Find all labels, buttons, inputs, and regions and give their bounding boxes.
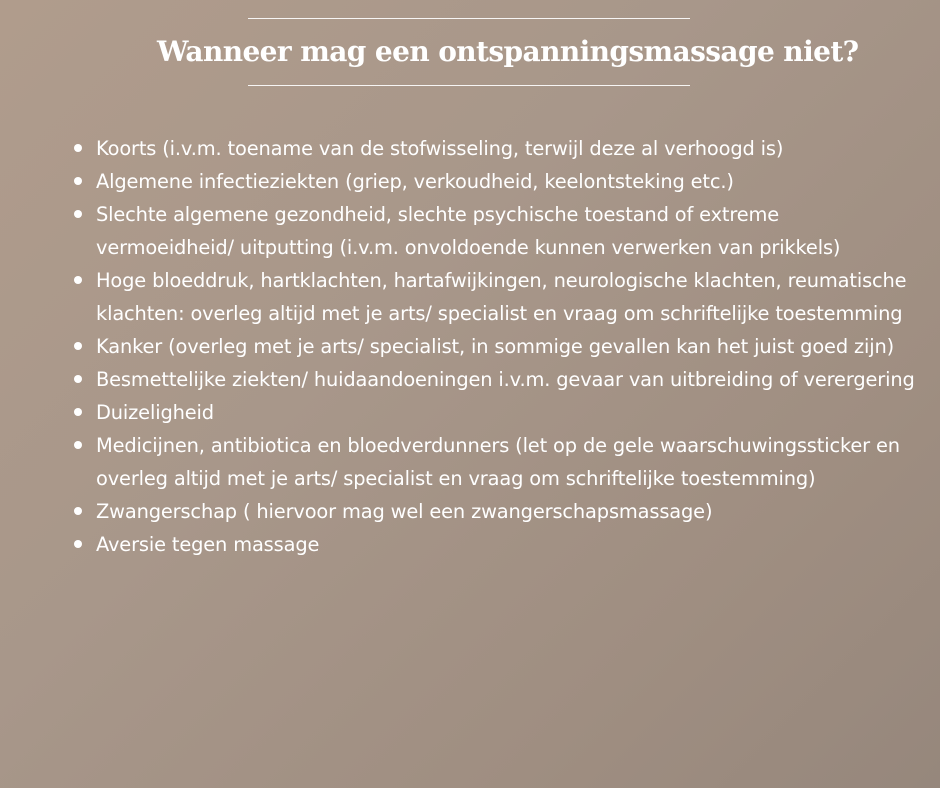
contraindication-list: [72, 132, 922, 561]
list-item: [72, 165, 922, 198]
list-item: [72, 429, 922, 495]
list-item-text: Besmettelijke ziekten/ huidaandoeningen i.v.m. gevaar van uitbreiding of verergering: [96, 368, 915, 391]
bullet-icon: [74, 276, 82, 284]
bullet-icon: [74, 375, 82, 383]
list-item-text: Slechte algemene gezondheid, slechte psychische toestand of extreme vermoeidheid/ uitputting (i.v.m. onvoldoende kunnen verwerken van prikkels): [96, 203, 841, 259]
list-item: [72, 528, 922, 561]
list-item-text: Hoge bloeddruk, hartklachten, hartafwijkingen, neurologische klachten, reumatische klachten: overleg altijd met je arts/ specialist en vraag om schriftelijke toestemming: [96, 269, 907, 325]
list-item: [72, 330, 922, 363]
list-item-text: Zwangerschap ( hiervoor mag wel een zwangerschapsmassage): [96, 500, 713, 523]
bullet-icon: [74, 210, 82, 218]
page-title: Wanneer mag een ontspanningsmassage niet?: [157, 35, 859, 68]
bullet-icon: [74, 441, 82, 449]
top-divider: [248, 18, 690, 19]
list-item-text: Algemene infectieziekten (griep, verkoudheid, keelontsteking etc.): [96, 170, 734, 193]
bottom-divider: [248, 85, 690, 86]
list-item-text: Duizeligheid: [96, 401, 214, 424]
bullet-icon: [74, 408, 82, 416]
bullet-icon: [74, 507, 82, 515]
list-item-text: Aversie tegen massage: [96, 533, 320, 556]
list-item-text: Kanker (overleg met je arts/ specialist, in sommige gevallen kan het juist goed zijn): [96, 335, 895, 358]
bullet-icon: [74, 144, 82, 152]
bullet-icon: [74, 540, 82, 548]
list-item: [72, 198, 922, 264]
list-item-text: Koorts (i.v.m. toename van de stofwisseling, terwijl deze al verhoogd is): [96, 137, 784, 160]
list-item: [72, 132, 922, 165]
list-item: [72, 264, 922, 330]
list-item: [72, 495, 922, 528]
bullet-icon: [74, 342, 82, 350]
list-item: [72, 363, 922, 396]
list-item: [72, 396, 922, 429]
list-item-text: Medicijnen, antibiotica en bloedverdunners (let op de gele waarschuwingssticker en overleg altijd met je arts/ specialist en vraag om schriftelijke toestemming): [96, 434, 900, 490]
bullet-icon: [74, 177, 82, 185]
